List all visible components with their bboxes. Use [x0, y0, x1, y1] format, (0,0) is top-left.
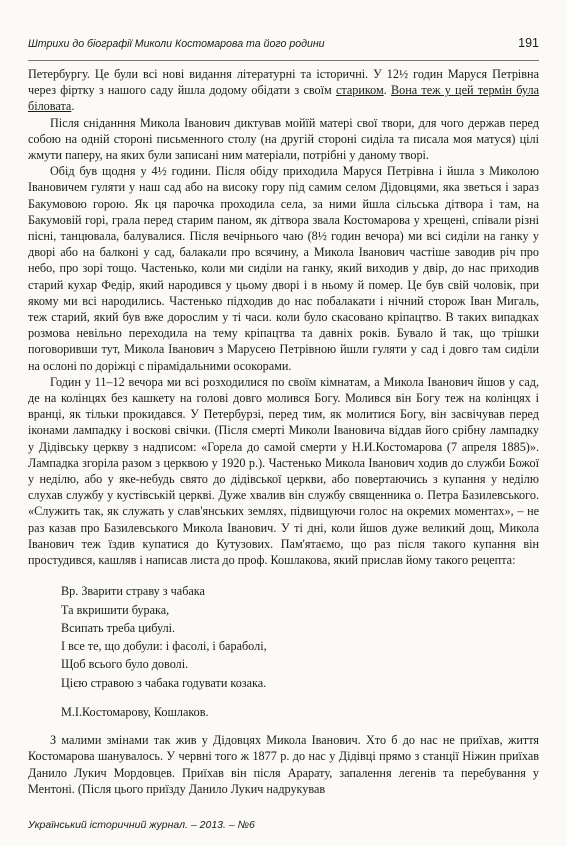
running-title: Штрихи до біографії Миколи Костомарова та його родини — [28, 38, 325, 50]
verse-line: Всипать треба цибулі. — [61, 620, 176, 635]
paragraph-4: Годин у 11–12 вечора ми всі розходилися по своїм кімнатам, а Микола Іванович йшов у сад, де на колінцях без кашкету на голові довго молився Богу. Молився він Богу теж на колінцях і вранці, як тільки прокидався. У Петербурзі, перед тим, як молитися Богу, він засвічував перед іконами лампадку і воскові свічки. (Після смерті Миколи Івановича віддав його срібну лампадку у Дідівську церкву з надписом: «Горела до самой смерти у Н.И.Костомарова (7 апреля 1885)». Лампадка згоріла разом з церквою у 1920 р.). Частенько Микола Іванович ходив до служби Божої у неділю, або у яке-небудь свято до дідівської церкви, або повертаючись з купання у неділю слухав службу у кустівській церкві. Дуже хвалив він службу священника о. Петра Базилевського. «Служить так, як служать у слав'янських землях, підвищуючи голос на окремих моментах», – не раз казав про Базилевського Микола Іванович. У ті дні, коли йшов дуже великий дощ, Микола Іванович теж їздив купатися до Кутузових. Пам'ятаємо, що раз після такого купання він простудився, кашляв і написав листа до проф. Кошлакова, який прислав йому такого рецепта: — [28, 374, 539, 568]
page-number: 191 — [518, 36, 539, 50]
underlined-word: стариком — [335, 83, 384, 98]
verse-line: Вр. Зварити страву з чабака — [61, 584, 205, 599]
underlined-phrase: Вона теж у цей термін була біловата — [28, 83, 539, 114]
paragraph-2: Після сніданння Микола Іванович диктував мойїй матері свої твори, для чого держав перед собою на одній стороні письменного столу (на другій стороні сиділа та писала моя матуся) цілі жмути паперу, на яких були записані ним матеріали, потрібні у даному творі. — [28, 115, 539, 163]
running-header — [28, 34, 539, 61]
paragraph-3: Обід був щодня у 4½ години. Після обіду приходила Маруся Петрівна і йшла з Миколою Івановичем гуляти у наш сад або на високу гору під самим селом Дідовцями, яка зветься і зараз Бакумовою горою. Як ця парочка проходила села, за ними йшла сільська дітвора і там, на Бакумовій горі, грала перед старим паном, як дітвора звала Костомарова у хрещені, співали різні пісні, танцювала, балувалися. Після вечірнього чаю (8½ годин вечора) ми всі сиділи на ганку у дворі або на балконі у сад, балакали про всячину, а Микола Іванович частіше заводив річ про небо, про зорі тощо. Частенько, коли ми сиділи на ганку, який виходив у двір, до нас приходив старий кухар Федір, який народився у цьому дворі і в ньому й помер. Це був свій чоловік, при якому ми всі народились. Частенько підходив до нас побалакати і нічний сторож Іван Мигаль, теж старий, який був вже дорослим у ті часи. коли було скасовано кріпацтво. В таких випадках розмова невільно переходила на тему кріпацтва та давніх років. Бувало й так, що трішки поговоривши тут, Микола Іванович з Марусею Петрівною йшли гуляти у сад і довго там сиділи на ослоні по доріжці с пірамідальними осокорами. — [28, 164, 539, 373]
journal-footer: Український історичний журнал. – 2013. – №6 — [28, 819, 255, 831]
recipe-verse — [61, 582, 539, 692]
paragraph-5: З малими змінами так жив у Дідовцях Микола Іванович. Хто б до нас не приїхав, життя Костомарова шанувалось. У червні того ж 1877 р. до нас у Дідівці прямо з станції Ніжин приїхав Данило Лукич Мордовцев. Приїхав він після Арарату, запалення легенів та перебування у Ментоні. (Після цього приїзду Данило Лукич надрукував — [28, 733, 539, 796]
verse-line: І все те, що добули: і фасолі, і бараболі, — [61, 639, 267, 654]
letter-signature: М.І.Костомарову, Кошлаков. — [61, 705, 209, 720]
verse-line: Цією стравою з чабака годувати козака. — [61, 675, 267, 690]
article-body — [28, 66, 539, 797]
paragraph-1: Петербургу. Це були всі нові видання літературні та історичні. У 12½ годин Маруся Петрівна через фіртку з нашого саду йшла додому обідати з своїм стариком. Вона теж у цей термін була біловата. — [28, 67, 539, 114]
verse-line: Та вкришити бурака, — [61, 602, 170, 617]
verse-line: Щоб всього було доволі. — [61, 657, 189, 672]
